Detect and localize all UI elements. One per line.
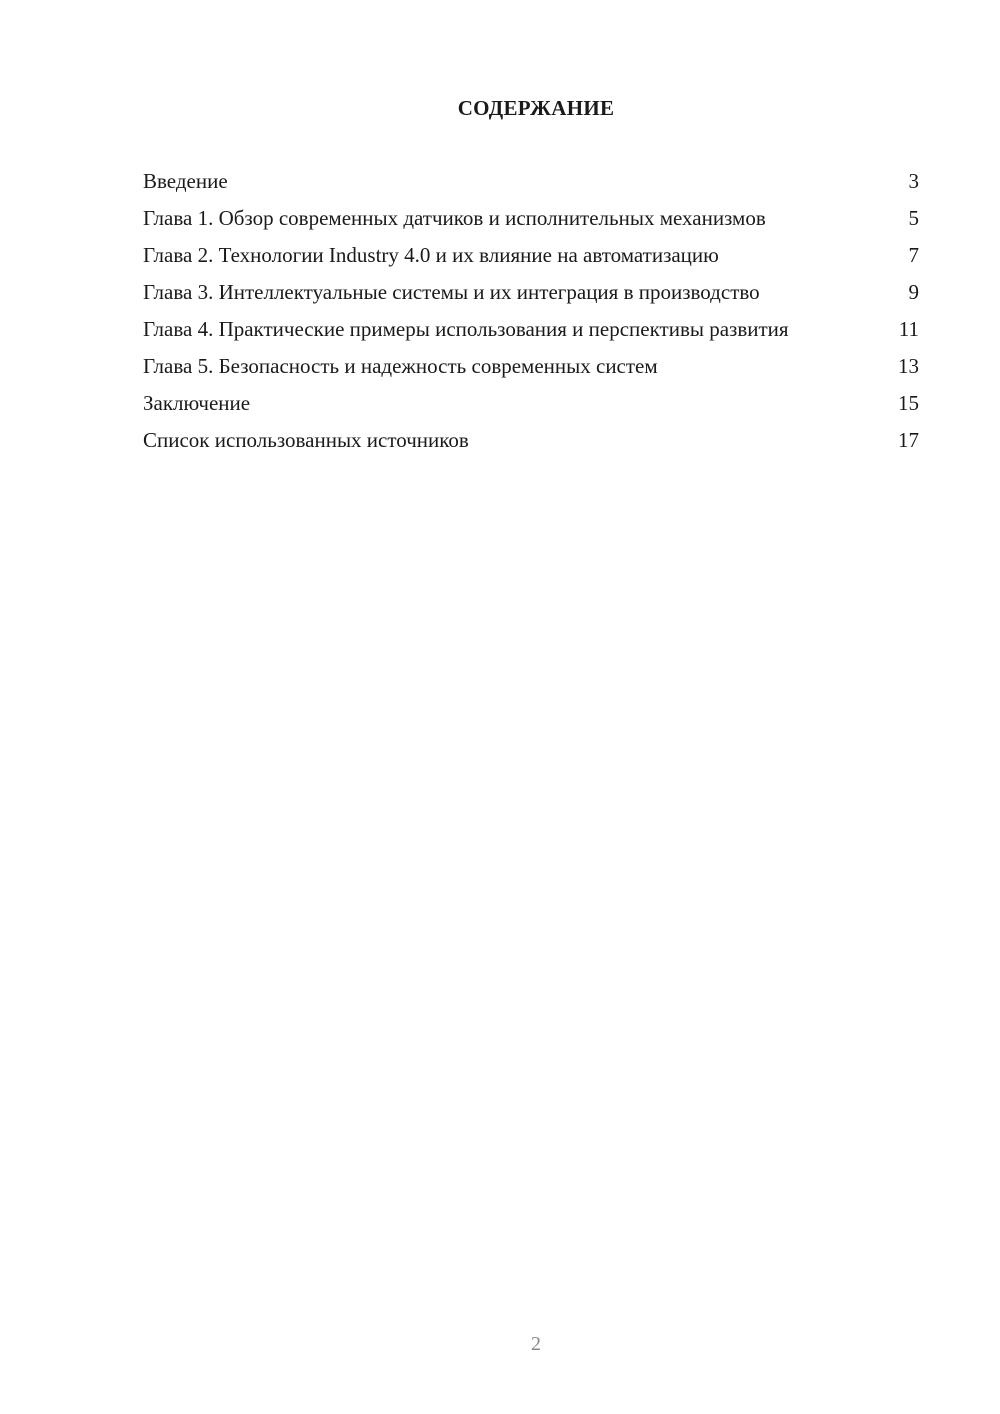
toc-entry-chapter-4 — [143, 316, 919, 343]
toc-entry-page: 5 — [908, 206, 919, 230]
toc-entry-text: Глава 1. Обзор современных датчиков и исполнительных механизмов — [143, 206, 766, 230]
toc-entry-references — [143, 427, 919, 454]
toc-entry-page: 13 — [898, 354, 919, 378]
toc-entry-page: 17 — [898, 428, 919, 452]
toc-entry-chapter-2 — [143, 242, 919, 269]
toc-entry-conclusion — [143, 390, 919, 417]
toc-entry-text: Глава 5. Безопасность и надежность современных систем — [143, 354, 658, 378]
table-of-contents — [143, 168, 919, 464]
toc-entry-text: Список использованных источников — [143, 428, 469, 452]
toc-entry-text: Заключение — [143, 391, 251, 415]
toc-entry-introduction — [143, 168, 919, 195]
toc-entry-text: Введение — [143, 169, 228, 193]
toc-entry-text: Глава 4. Практические примеры использования и перспективы развития — [143, 317, 789, 341]
page-number: 2 — [531, 1333, 541, 1355]
toc-entry-chapter-1 — [143, 205, 919, 232]
toc-entry-page: 3 — [908, 169, 919, 193]
toc-entry-page: 7 — [908, 243, 919, 267]
toc-entry-page: 15 — [898, 391, 919, 415]
toc-entry-chapter-3 — [143, 279, 919, 306]
toc-entry-chapter-5 — [143, 353, 919, 380]
toc-entry-text: Глава 2. Технологии Industry 4.0 и их влияние на автоматизацию — [143, 243, 719, 267]
toc-entry-page: 11 — [898, 317, 919, 341]
toc-entry-text: Глава 3. Интеллектуальные системы и их интеграция в производство — [143, 280, 760, 304]
toc-entry-page: 9 — [908, 280, 919, 304]
toc-title: СОДЕРЖАНИЕ — [457, 96, 615, 120]
